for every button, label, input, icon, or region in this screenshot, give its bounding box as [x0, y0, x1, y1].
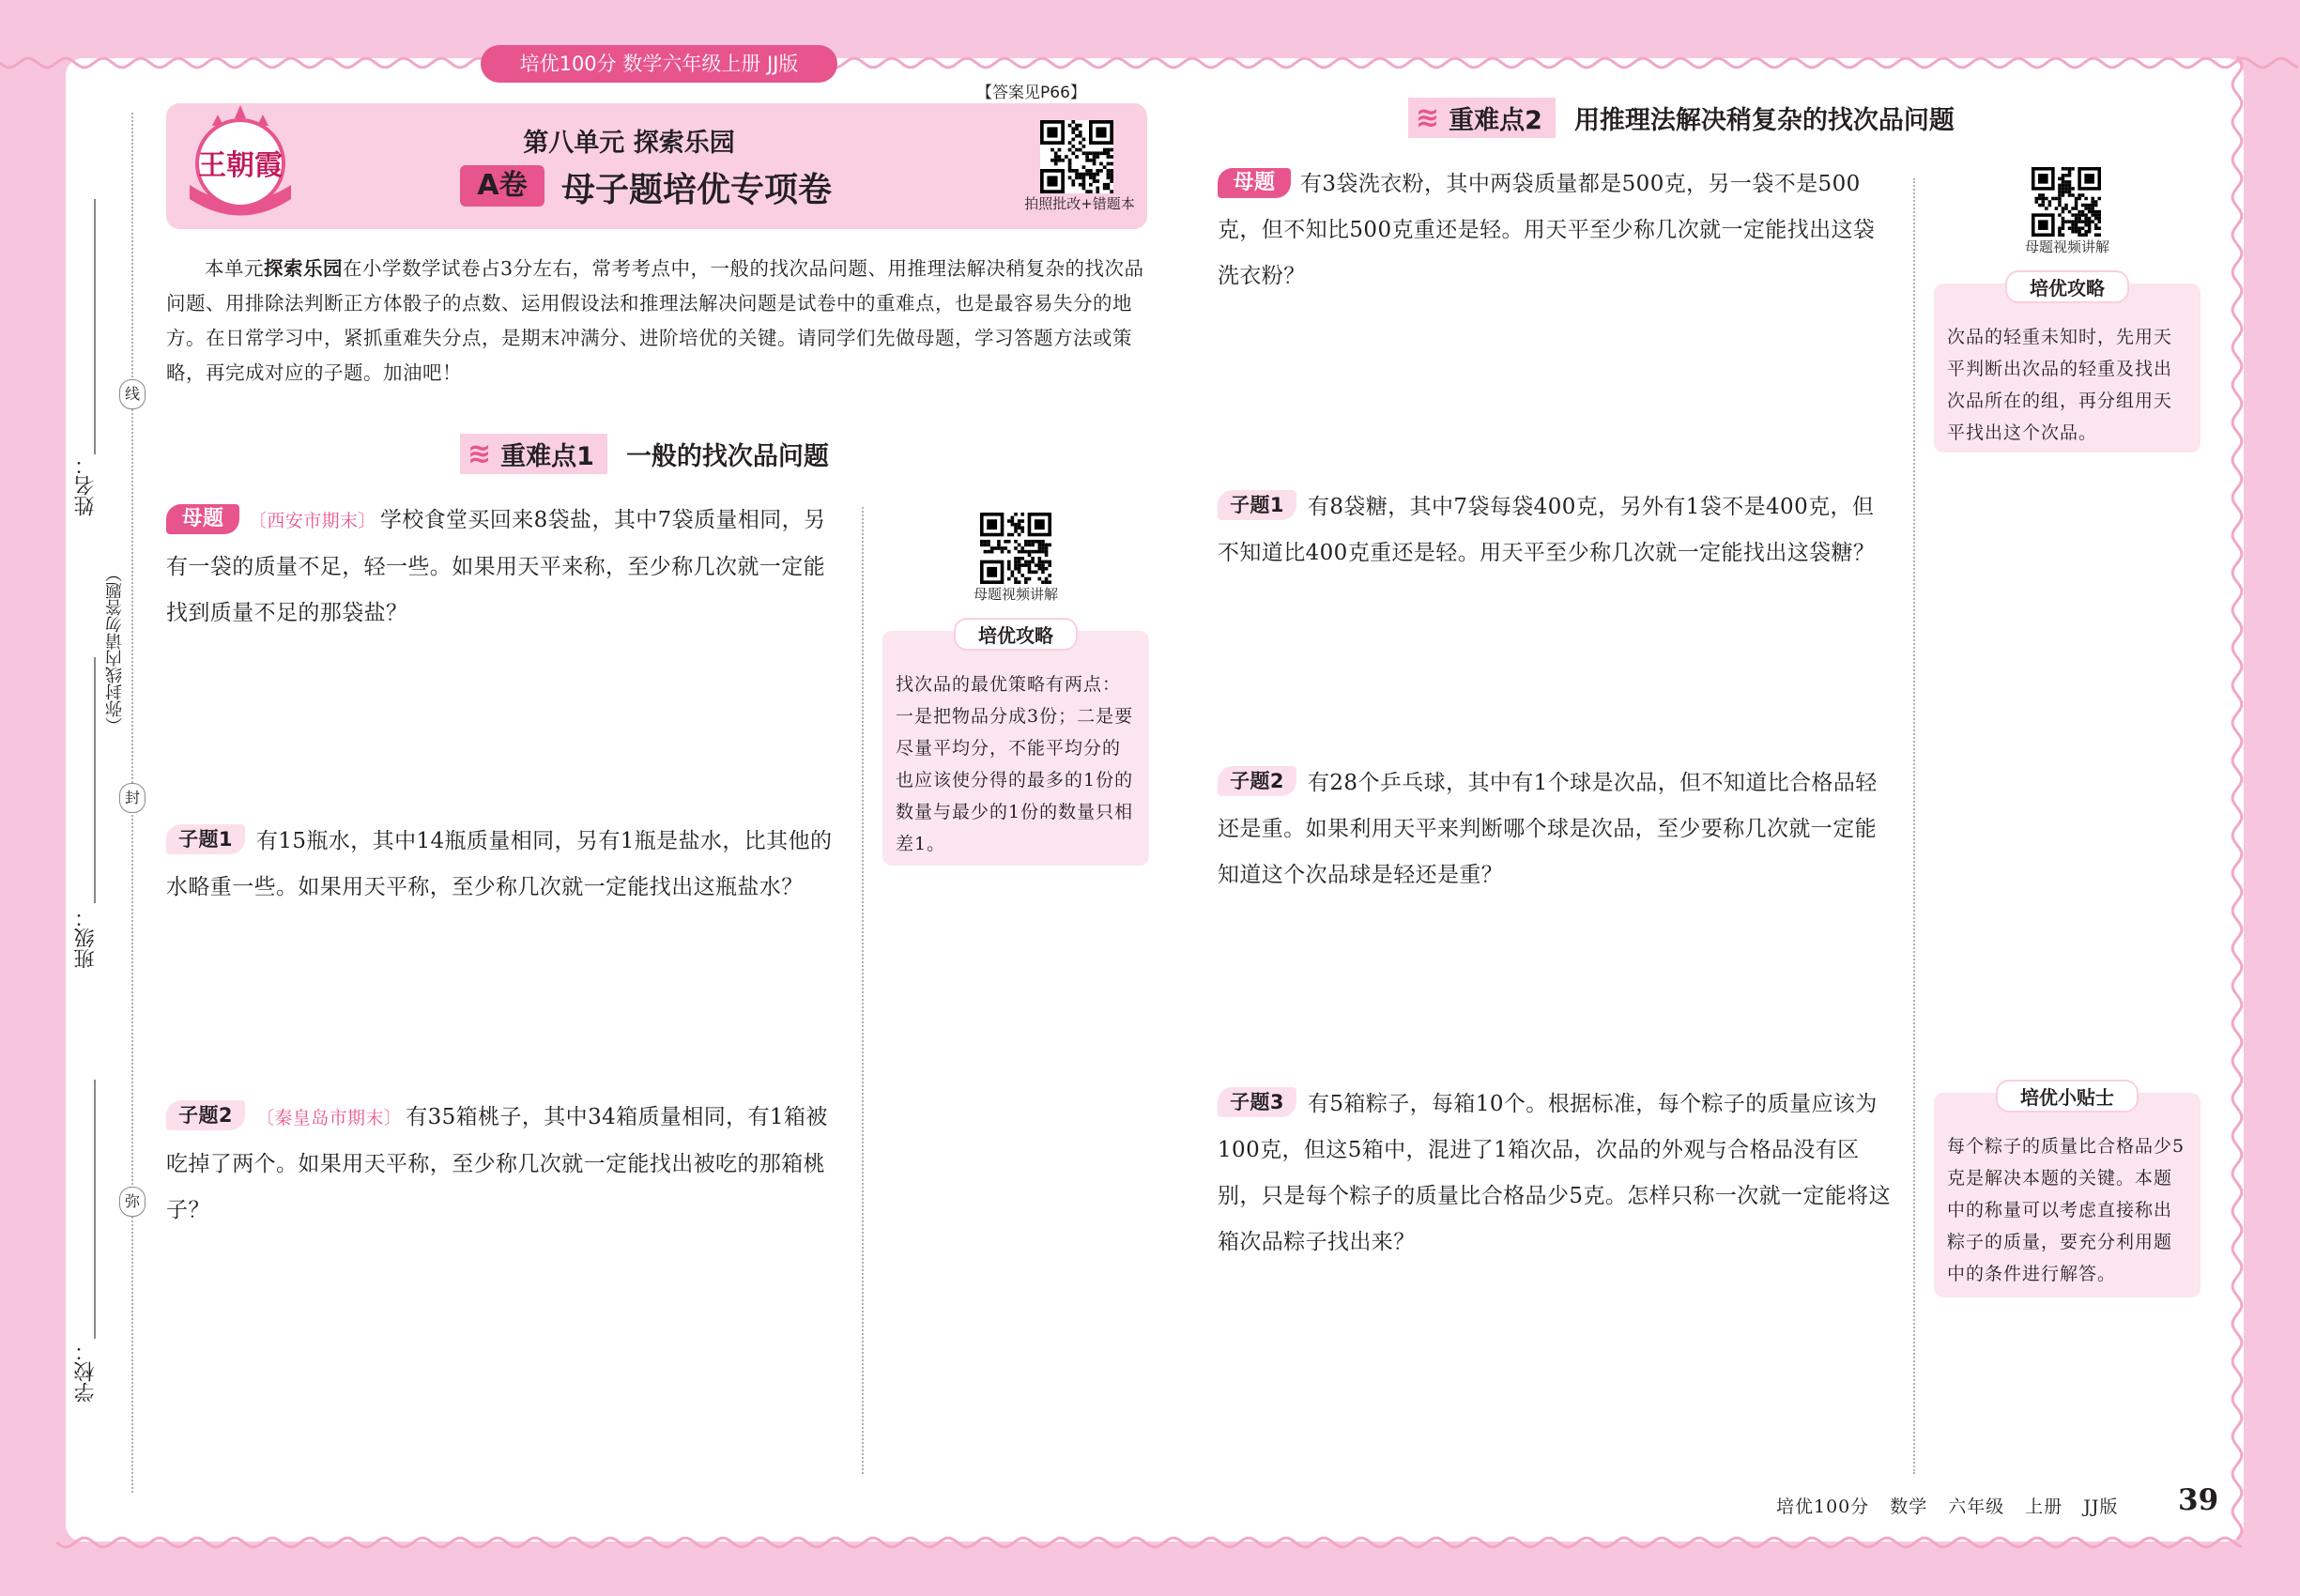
brand-logo [180, 105, 300, 227]
seal-mark-feng: 封 [119, 783, 146, 813]
section1-title: ≋ 重难点1 一般的找次品问题 [460, 434, 829, 474]
section1-mother-question: 母题 〔西安市期末〕 学校食堂买回来8袋盐，其中7袋质量相同，另有一袋的质量不足，轻一些。如果用天平来称，至少称几次就一定能找到质量不足的那袋盐？ [166, 498, 842, 637]
qr-code-icon[interactable] [1040, 120, 1113, 193]
name-field-line [94, 199, 96, 454]
footer-book-info: 培优100分 数学 六年级 上册 JJ版 [1776, 1496, 2119, 1517]
right-wave-border [2223, 56, 2251, 1540]
answer-reference: 【答案见P66】 [976, 84, 1086, 102]
top-wave-border [0, 49, 2300, 77]
section2-sub1-question: 子题1 有8袋糖，其中7袋每袋400克，另外有1袋不是400克，但不知道比400克重还是轻。用天平至少称几次就一定能找出这袋糖？ [1218, 484, 1892, 576]
seal-mark-xian: 线 [119, 379, 146, 409]
tip-heading: 培优攻略 [954, 618, 1078, 651]
qr-code-icon[interactable] [980, 513, 1051, 584]
school-field-line [94, 1080, 96, 1339]
section1-sub2-question: 子题2 〔秦皇岛市期末〕 有35箱桃子，其中34箱质量相同，有1箱被吃掉了两个。如果用天平称，至少称几次就一定能找出被吃的那箱桃子？ [166, 1095, 842, 1234]
tip-body: 找次品的最优策略有两点：一是把物品分成3份；二是要尽量平均分，不能平均分的也应该使分得的最多的1份的数量与最少的1份的数量只相差1。 [896, 674, 1134, 854]
qr-code-icon[interactable] [2032, 167, 2101, 237]
strategy-tip-box [1934, 277, 2200, 453]
seal-mark-mi: 弥 [119, 1187, 146, 1217]
wave-icon: ≋ [468, 437, 492, 470]
name-field-label: 姓名： [74, 454, 98, 516]
section2-sub3-question: 子题3 有5箱粽子，每箱10个。根据标准，每个粽子的质量应该为100克，但这5箱中，混进了1箱次品，次品的外观与合格品没有区别，只是每个粽子的质量比合格品少5克。怎样只称一次就一定能将这箱次品粽子找出来？ [1218, 1082, 1892, 1266]
column-divider [1913, 178, 1915, 1474]
seal-notice: （弥封线内请勿答题） [105, 565, 125, 734]
strategy-tip-box [882, 624, 1149, 866]
column-divider [862, 507, 864, 1474]
qr-caption: 拍照批改+错题本 [1024, 195, 1135, 212]
tip-body: 次品的轻重未知时，先用天平判断出次品的轻重及找出次品所在的组，再分组用天平找出这个次品。 [1947, 327, 2173, 443]
paper-label-badge: A卷 [460, 165, 544, 207]
paper-title: 母子题培优专项卷 [561, 171, 833, 209]
header-book-tag: 培优100分 数学六年级上册 JJ版 [481, 45, 837, 83]
intro-paragraph: 本单元探索乐园在小学数学试卷占3分左右，常考考点中，一般的找次品问题、用推理法解决稍复杂的找次品问题、用排除法判断正方体骰子的点数、运用假设法和推理法解决问题是试卷中的重难点，也是最容易失分的地方。在日常学习中，紧抓重难失分点，是期末冲满分、进阶培优的关键。请同学们先做母题，学习答题方法或策略，再完成对应的子题。加油吧！ [166, 257, 1144, 384]
unit-title: 第八单元 探索乐园 [523, 129, 735, 158]
bottom-wave-border [56, 1528, 2244, 1557]
section2-title: ≋ 重难点2 用推理法解决稍复杂的找次品问题 [1408, 98, 1955, 138]
hint-tip-box [1934, 1086, 2200, 1297]
class-field-line [94, 657, 96, 903]
wave-icon: ≋ [1416, 101, 1440, 134]
page-number: 39 [2178, 1483, 2219, 1517]
svg-text:王朝霞: 王朝霞 [198, 149, 283, 182]
section2-mother-question: 母题 有3袋洗衣粉，其中两袋质量都是500克，另一袋不是500克，但不知比500克重还是轻。用天平至少称几次就一定能找出这袋洗衣粉？ [1218, 161, 1892, 299]
qr-caption: 母题视频讲解 [973, 586, 1058, 603]
tip-body: 每个粽子的质量比合格品少5克是解决本题的关键。本题中的称量可以考虑直接称出粽子的质量，要充分利用题中的条件进行解答。 [1947, 1136, 2185, 1284]
class-field-label: 班级： [74, 907, 98, 969]
tip-heading: 培优攻略 [2005, 270, 2129, 303]
school-field-label: 学校： [74, 1341, 98, 1403]
section2-sub2-question: 子题2 有28个乒乓球，其中有1个球是次品，但不知道比合格品轻还是重。如果利用天平来判断哪个球是次品，至少要称几次就一定能知道这个次品球是轻还是重？ [1218, 760, 1892, 898]
tip-heading: 培优小贴士 [1996, 1080, 2139, 1113]
qr-caption: 母题视频讲解 [2024, 238, 2109, 255]
section1-sub1-question: 子题1 有15瓶水，其中14瓶质量相同，另有1瓶是盐水，比其他的水略重一些。如果用天平称，至少称几次就一定能找出这瓶盐水？ [166, 819, 842, 911]
